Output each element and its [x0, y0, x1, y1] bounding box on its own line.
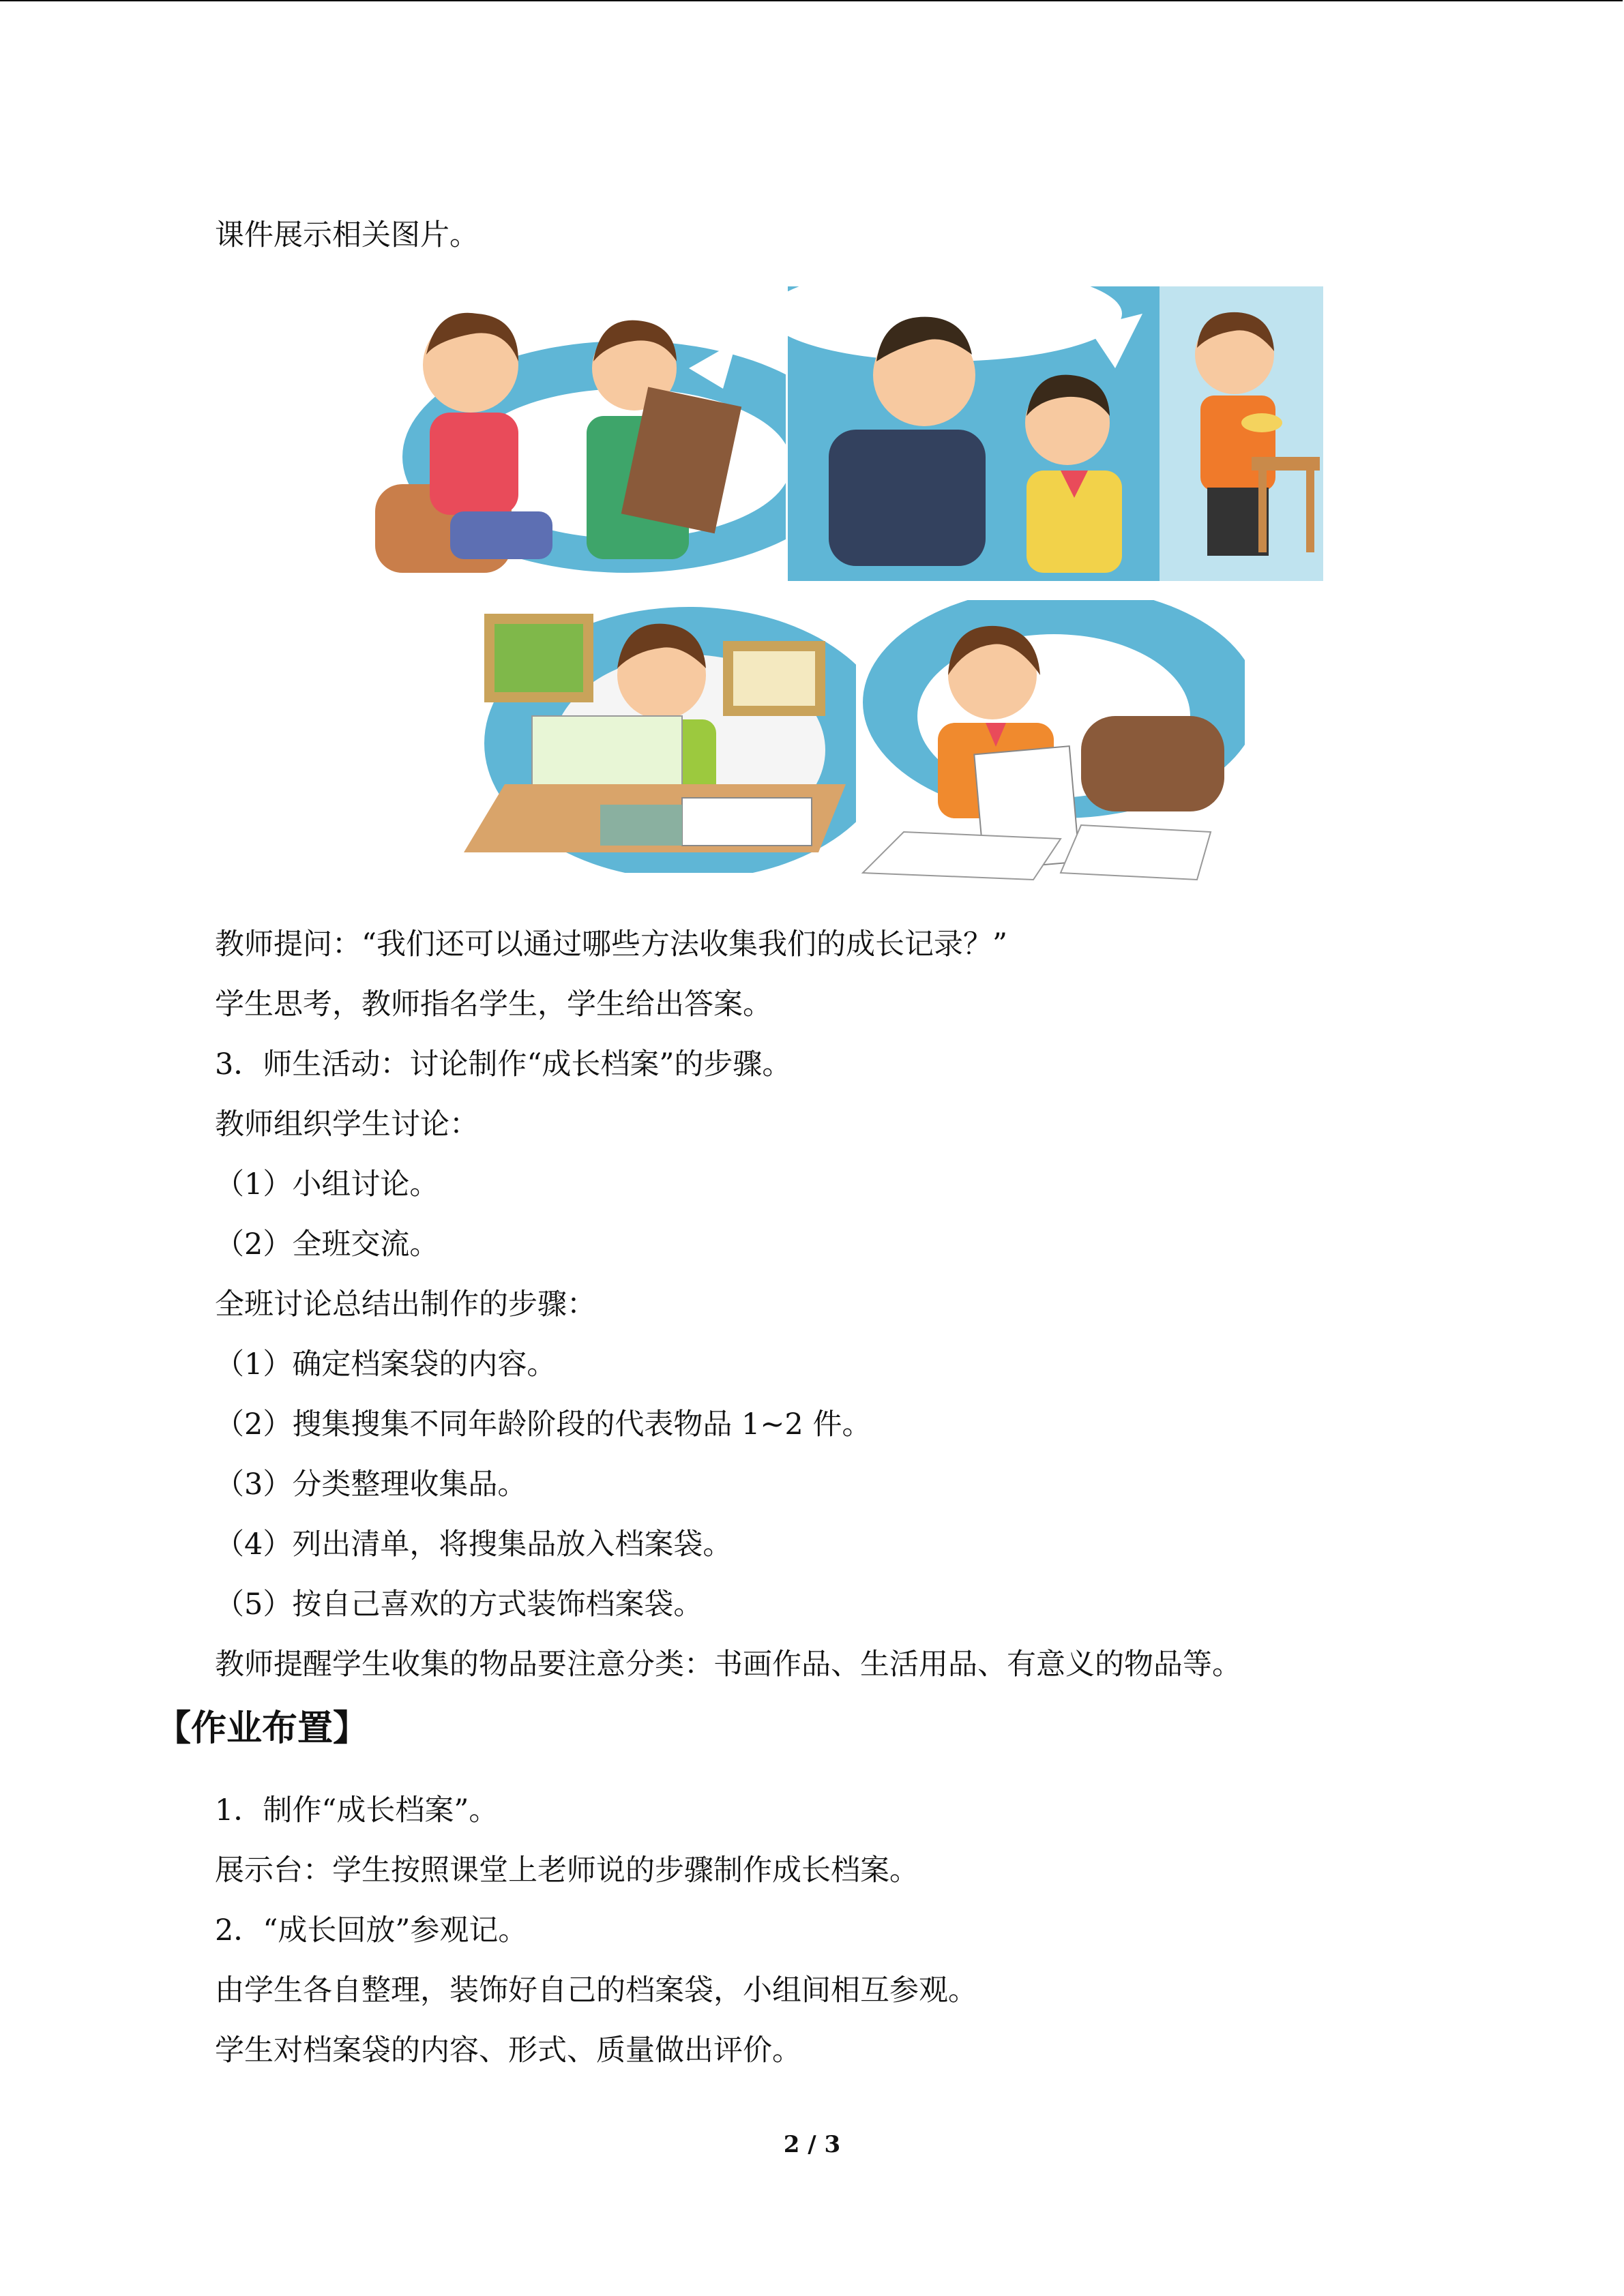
mother-and-son-album-illustration: [368, 286, 786, 581]
text-line-4: 教师组织学生讨论：: [215, 1107, 479, 1142]
text-line-10: （3）分类整理收集品。: [215, 1467, 527, 1502]
text-line-6: （2）全班交流。: [215, 1227, 439, 1262]
homework-line-5: 学生对档案袋的内容、形式、质量做出评价。: [215, 2033, 801, 2068]
text-line-3: 3．师生活动：讨论制作“成长档案”的步骤。: [215, 1047, 792, 1082]
homework-line-4: 由学生各自整理，装饰好自己的档案袋，小组间相互参观。: [215, 1973, 977, 2008]
homework-line-2: 展示台：学生按照课堂上老师说的步骤制作成长档案。: [215, 1853, 919, 1888]
text-line-5: （1）小组讨论。: [215, 1167, 439, 1202]
intro-line: 课件展示相关图片。: [215, 218, 479, 252]
text-line-9: （2）搜集搜集不同年龄阶段的代表物品 1~2 件。: [215, 1407, 872, 1442]
homework-heading: 【作业布置】: [156, 1708, 369, 1749]
text-line-13: 教师提醒学生收集的物品要注意分类：书画作品、生活用品、有意义的物品等。: [215, 1648, 1241, 1682]
page-number: 2 / 3: [783, 2131, 841, 2158]
grandfather-and-girl-illustration: [788, 286, 1160, 581]
girl-sorting-papers-illustration: [856, 600, 1245, 886]
homework-line-1: 1．制作“成长档案”。: [215, 1793, 499, 1828]
homework-line-3: 2．“成长回放”参观记。: [215, 1913, 528, 1948]
boy-with-food-illustration: [1160, 286, 1323, 581]
text-line-12: （5）按自己喜欢的方式装饰档案袋。: [215, 1587, 703, 1622]
text-line-1: 教师提问：“我们还可以通过哪些方法收集我们的成长记录？”: [215, 927, 1007, 961]
text-line-8: （1）确定档案袋的内容。: [215, 1347, 557, 1382]
text-line-11: （4）列出清单，将搜集品放入档案袋。: [215, 1527, 733, 1562]
text-line-7: 全班讨论总结出制作的步骤：: [215, 1287, 596, 1322]
page-top-border: [0, 0, 1623, 1]
boy-holding-drawing-illustration: [464, 600, 856, 873]
text-line-2: 学生思考，教师指名学生，学生给出答案。: [215, 987, 772, 1022]
